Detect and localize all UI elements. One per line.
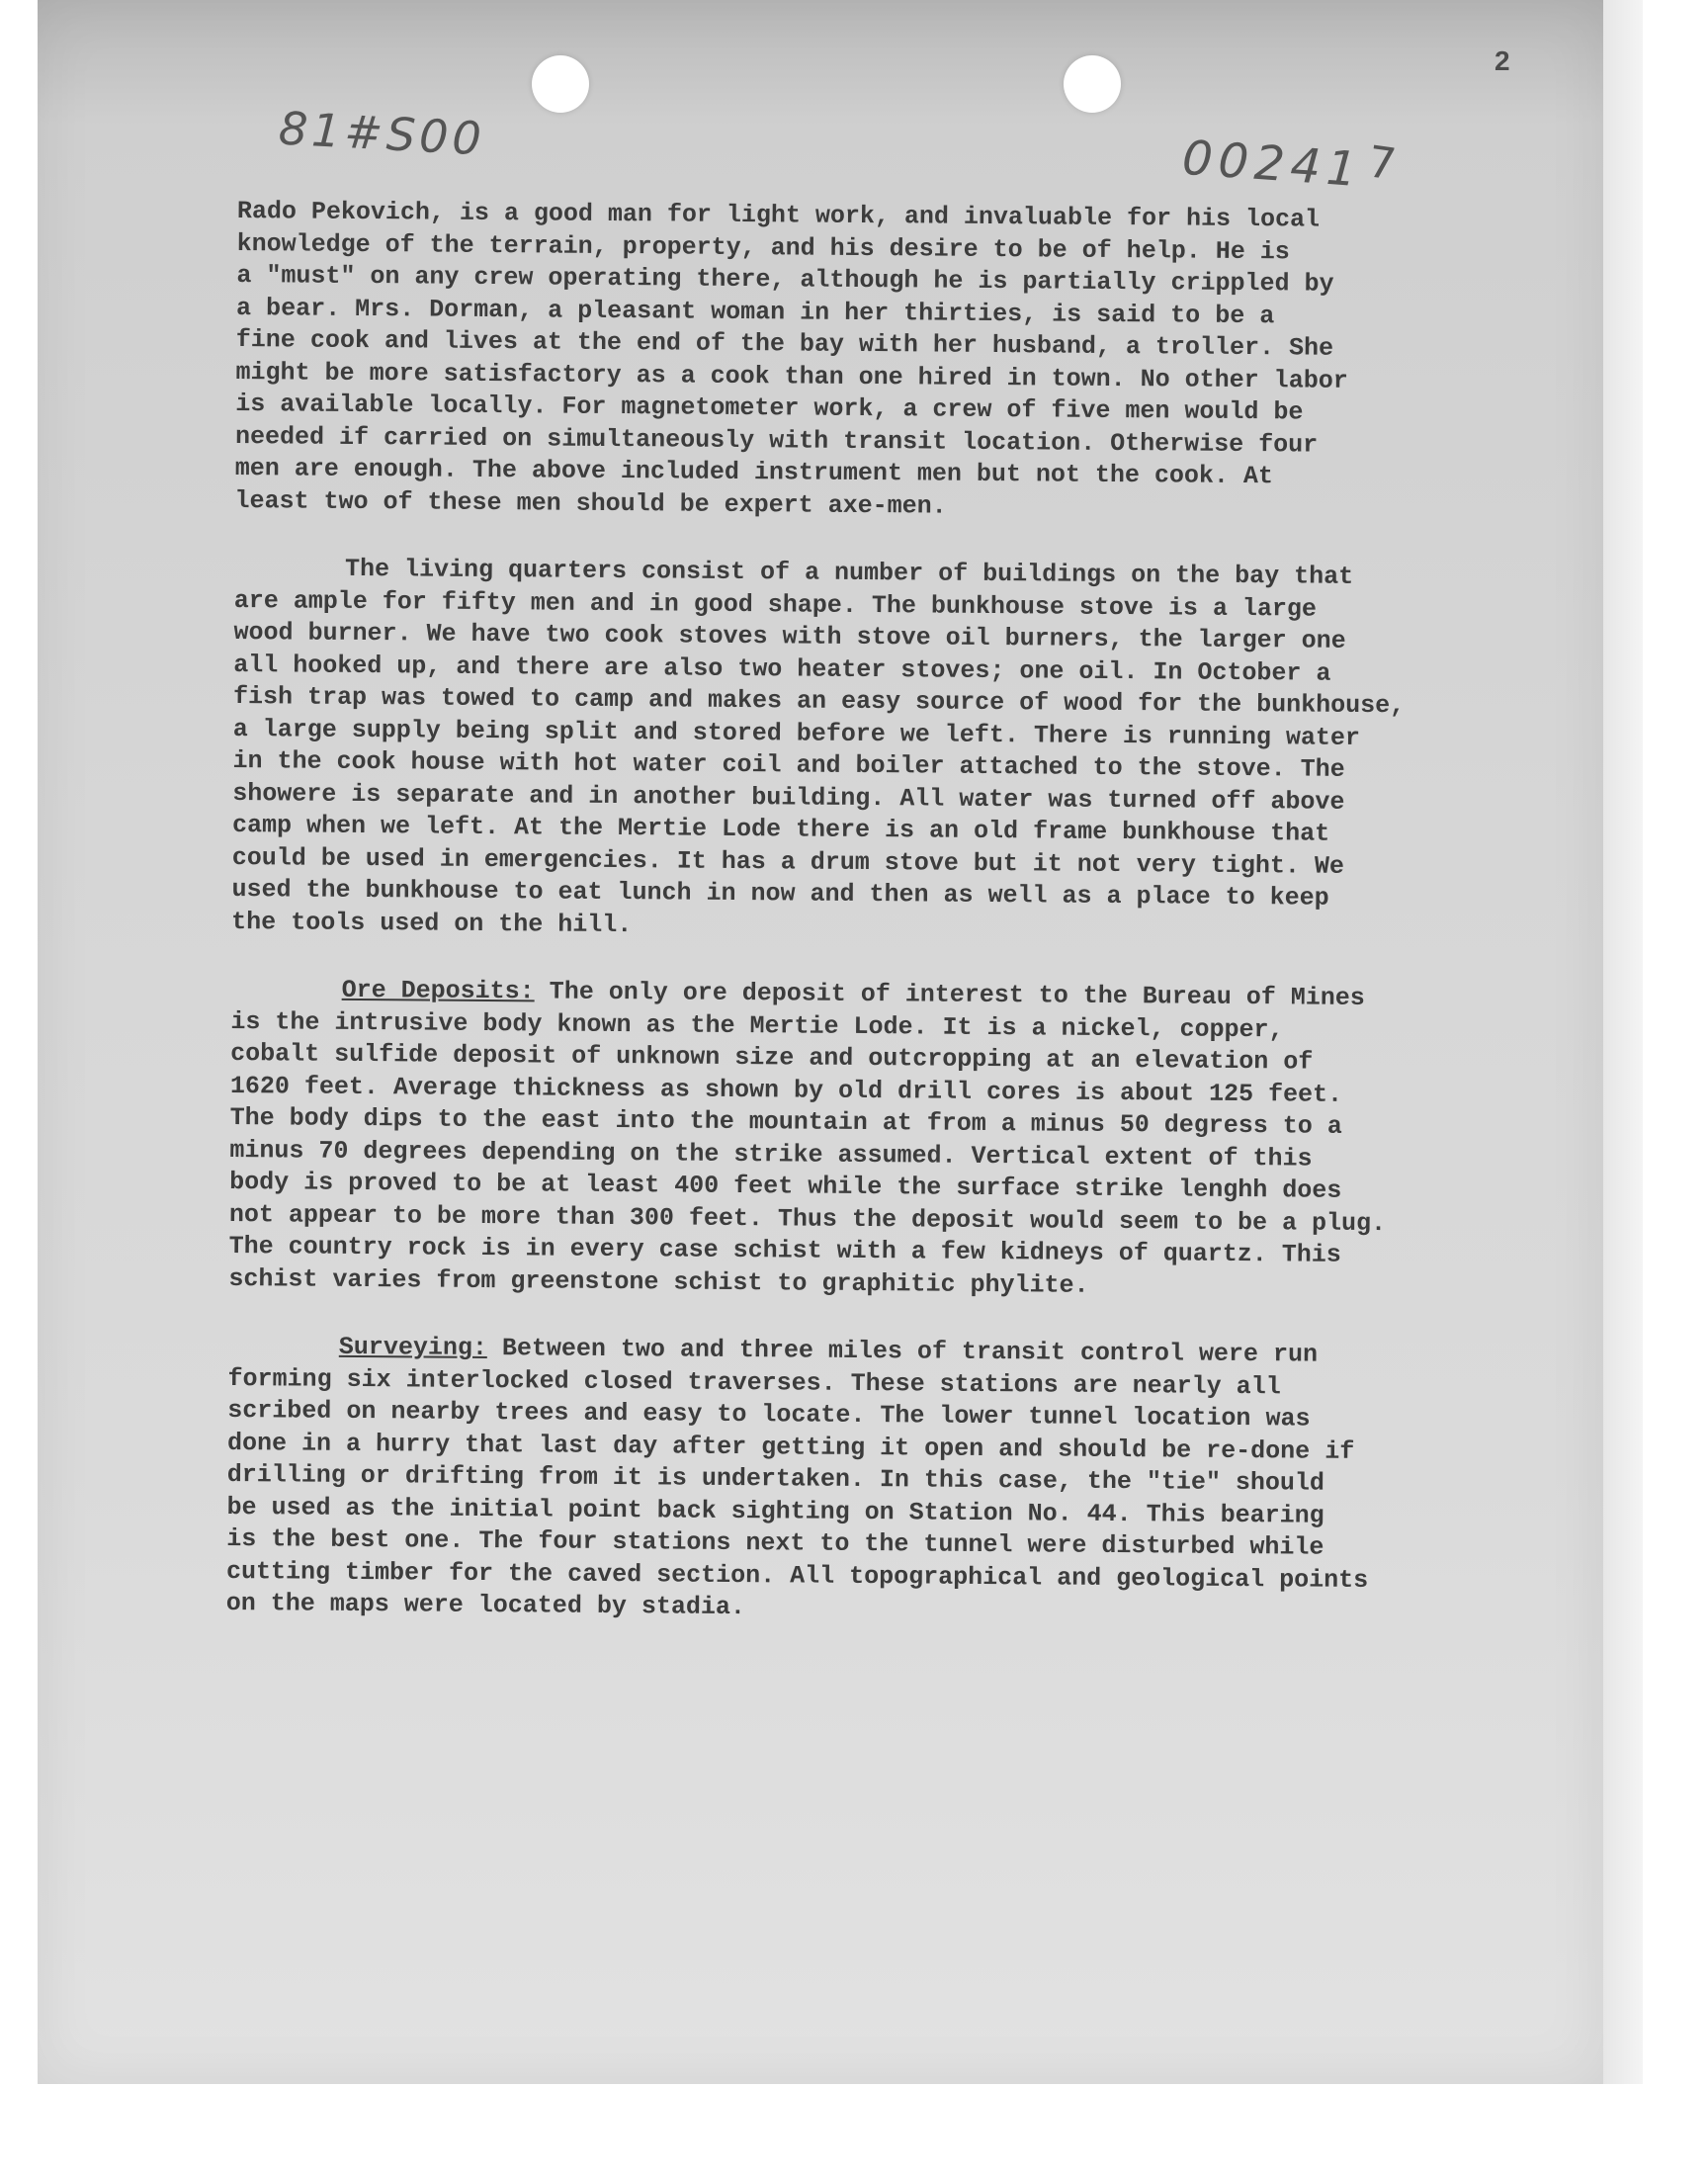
text-line: The country rock is in every case schist with a few kidneys of quartz. This [228, 1231, 1341, 1269]
text-line: forming six interlocked closed traverses. These stations are nearly all [227, 1363, 1281, 1401]
text-line: camp when we left. At the Mertie Lode there is an old frame bunkhouse that [231, 810, 1330, 848]
text-line: in the cook house with hot water coil and boiler attached to the stove. The [232, 745, 1345, 784]
text-line: might be more satisfactory as a cook than one hired in town. No other labor [235, 357, 1348, 395]
document-stamp-right: 00241 [1180, 130, 1365, 199]
text-line: fish trap was towed to camp and makes an easy source of wood for the bunkhouse, [232, 681, 1406, 721]
text-line: drilling or drifting from it is undertaken. In this case, the "tie" should [226, 1459, 1325, 1498]
text-line: not appear to be more than 300 feet. Thus the deposit would seem to be a plug. [228, 1199, 1387, 1238]
text-line: the tools used on the hill. [231, 907, 633, 939]
text-line: least two of these men should be expert axe-men. [234, 485, 947, 521]
text-line: knowledge of the terrain, property, and his desire to be of help. He is [236, 228, 1290, 266]
paragraph-ore-deposits [228, 974, 1546, 1305]
text-line: fine cook and lives at the end of the bay with her husband, a troller. She [235, 324, 1334, 363]
text-line: cutting timber for the caved section. All topographical and geological points [225, 1556, 1369, 1595]
text-line: body is proved to be at least 400 feet while the surface strike lenghh does [229, 1167, 1342, 1205]
text-line: used the bunkhouse to eat lunch in now and then as well as a place to keep [231, 874, 1329, 913]
text-line: The living quarters consist of a number of buildings on the bay that [344, 554, 1354, 591]
text-line: wood burner. We have two cook stoves with stove oil burners, the larger one [233, 617, 1346, 655]
text-line: a large supply being split and stored before we left. There is running water [232, 714, 1361, 752]
section-heading-ore-deposits: Ore Deposits: [341, 975, 535, 1006]
text-line: minus 70 degrees depending on the strike assumed. Vertical extent of this [229, 1135, 1313, 1174]
text-line: The body dips to the east into the mountain at from a minus 50 degress to a [229, 1102, 1342, 1141]
section-heading-surveying: Surveying: [338, 1332, 487, 1363]
text-line: men are enough. The above included instrument men but not the cook. At [234, 453, 1274, 491]
text-line: done in a hurry that last day after getting it open and should be re-done if [226, 1428, 1355, 1466]
text-line: is the intrusive body known as the Mertie Lode. It is a nickel, copper, [230, 1006, 1284, 1044]
page-number: 2 [1494, 45, 1510, 76]
punch-hole-right [1064, 55, 1121, 113]
text-line: are ample for fifty men and in good shape. The bunkhouse stove is a large [233, 585, 1318, 624]
document-stamp-mark: 7 [1364, 136, 1400, 191]
text-line: needed if carried on simultaneously with transit location. Otherwise four [234, 421, 1319, 460]
text-line: a "must" on any crew operating there, although he is partially crippled by [236, 260, 1334, 299]
text-line: be used as the initial point back sighting on Station No. 44. This bearing [226, 1492, 1324, 1530]
text-line: Rado Pekovich, is a good man for light work, and invaluable for his local [236, 196, 1321, 234]
text-line: is available locally. For magnetometer work, a crew of five men would be [235, 389, 1304, 427]
text-line: a bear. Mrs. Dorman, a pleasant woman in her thirties, is said to be a [235, 293, 1275, 330]
text-line: showere is separate and in another building. All water was turned off above [232, 778, 1345, 817]
punch-hole-left [532, 55, 589, 113]
paragraph-surveying [226, 1331, 1543, 1630]
text-line: 1620 feet. Average thickness as shown by old drill cores is about 125 feet. [229, 1071, 1343, 1109]
text-line: is the best one. The four stations next to the tunnel were disturbed while [226, 1523, 1324, 1562]
text-line: on the maps were located by stadia. [225, 1588, 746, 1622]
text-line: all hooked up, and there are also two heater stoves; one oil. In October a [233, 650, 1331, 688]
document-stamp-left: 81#S00 [277, 101, 487, 166]
text-line: could be used in emergencies. It has a drum stove but it not very tight. We [231, 842, 1345, 881]
text-line: cobalt sulfide deposit of unknown size and outcropping at an elevation of [230, 1038, 1314, 1077]
document-body [225, 196, 1552, 1666]
paragraph-labor [234, 196, 1552, 527]
text-line-rest: Between two and three miles of transit control were run [486, 1334, 1319, 1369]
text-line-rest: The only ore deposit of interest to the Bureau of Mines [534, 977, 1365, 1012]
paragraph-living-quarters [231, 553, 1549, 948]
text-line: scribed on nearby trees and easy to locate. The lower tunnel location was [227, 1395, 1311, 1434]
text-line: schist varies from greenstone schist to graphitic phylite. [228, 1263, 1089, 1300]
page-edge [1603, 0, 1643, 2084]
